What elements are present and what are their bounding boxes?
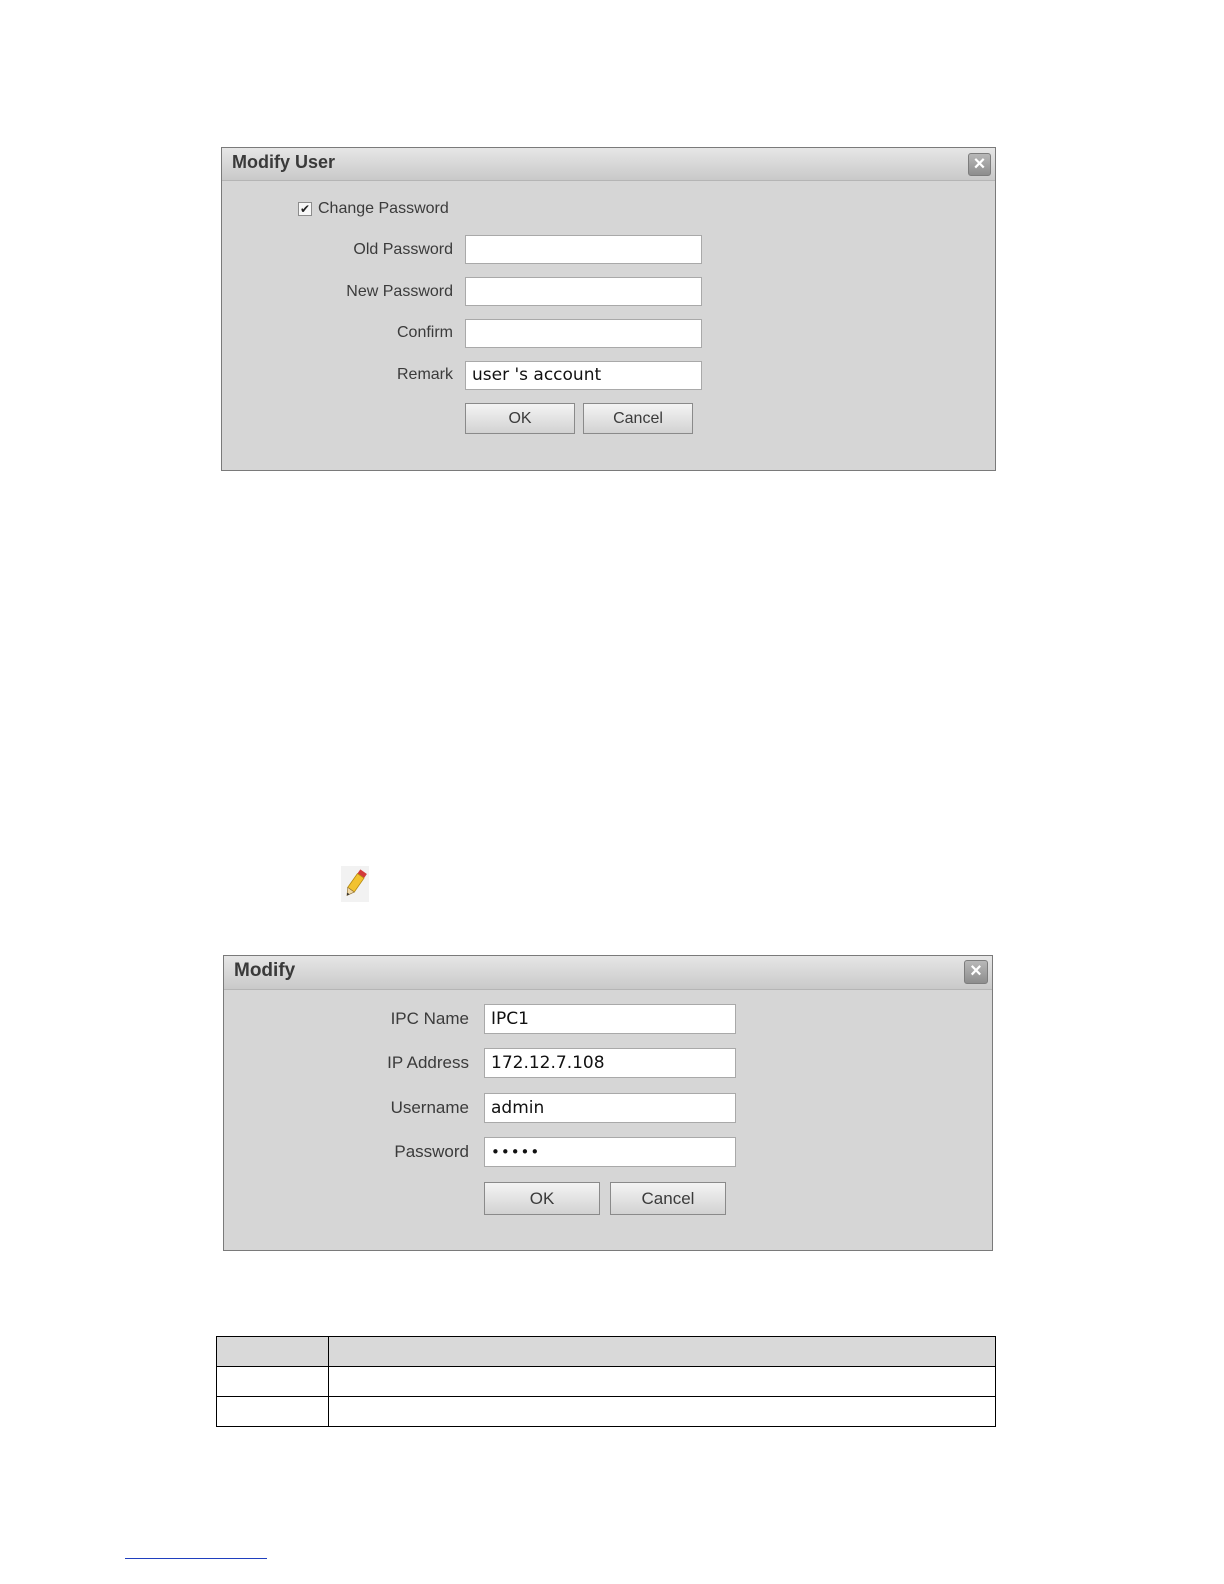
modify-dialog (223, 955, 993, 1251)
confirm-password-field[interactable] (465, 319, 702, 348)
old-password-label: Old Password (353, 241, 453, 258)
table-cell (329, 1337, 996, 1367)
table-header-row (217, 1337, 996, 1367)
modify-user-title-bar (222, 148, 995, 181)
remark-field[interactable]: user 's account (465, 361, 702, 390)
modify-title-bar (224, 956, 992, 990)
ok-button[interactable]: OK (465, 403, 575, 434)
table-cell (329, 1367, 996, 1397)
parameter-table (216, 1336, 996, 1427)
table-row (217, 1397, 996, 1427)
ok-button[interactable]: OK (484, 1182, 600, 1215)
table-cell (217, 1337, 329, 1367)
ip-address-field[interactable]: 172.12.7.108 (484, 1048, 736, 1078)
remark-label: Remark (396, 366, 453, 383)
old-password-field[interactable] (465, 235, 702, 264)
table-row (217, 1367, 996, 1397)
username-field[interactable]: admin (484, 1093, 736, 1123)
password-field[interactable]: ••••• (484, 1137, 736, 1167)
change-password-checkbox[interactable]: ✔ (299, 202, 311, 216)
close-icon[interactable]: × (964, 960, 988, 984)
password-label: Password (394, 1142, 469, 1161)
footnote-divider (125, 1558, 267, 1559)
ipc-name-field[interactable]: IPC1 (484, 1004, 736, 1034)
cancel-button[interactable]: Cancel (610, 1182, 726, 1215)
new-password-label: New Password (346, 283, 453, 300)
dialog-title: Modify (234, 960, 296, 981)
close-icon[interactable]: × (968, 153, 991, 176)
ip-address-label: IP Address (387, 1053, 469, 1072)
ipc-name-label: IPC Name (390, 1009, 469, 1028)
table-cell (329, 1397, 996, 1427)
table-cell (217, 1397, 329, 1427)
cancel-button[interactable]: Cancel (583, 403, 693, 434)
dialog-title: Modify User (232, 152, 336, 172)
table-cell (217, 1367, 329, 1397)
username-label: Username (390, 1098, 469, 1117)
pencil-icon[interactable] (341, 866, 369, 902)
modify-user-dialog (221, 147, 996, 471)
change-password-label: Change Password (318, 200, 449, 217)
confirm-label: Confirm (396, 324, 453, 341)
new-password-field[interactable] (465, 277, 702, 306)
